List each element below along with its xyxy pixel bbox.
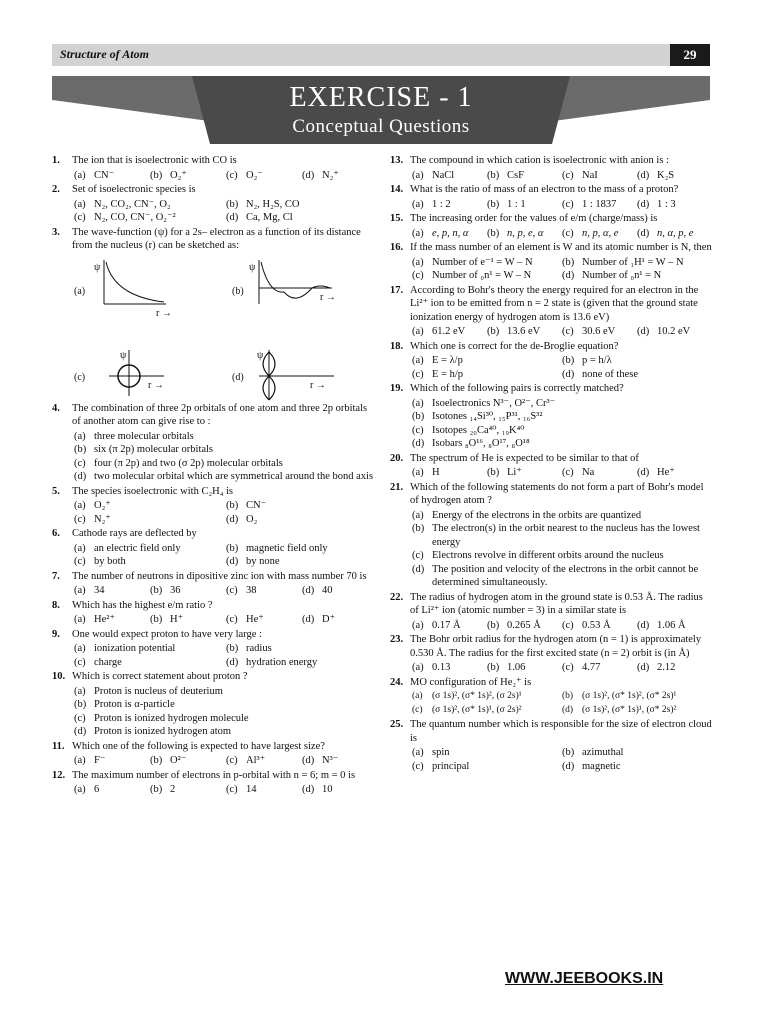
question-number: 16. (390, 242, 404, 253)
options-24 (390, 690, 712, 717)
option-d: (d) He⁺ (637, 467, 675, 478)
option-c: (c) NaI (562, 169, 598, 181)
option-a: (a) an electric field only (74, 542, 181, 554)
options-12 (52, 783, 378, 797)
question-text: MO configuration of He₂⁺ is (410, 676, 532, 688)
question-text: The Bohr orbit radius for the hydrogen atom (n = 1) is approximately 0.530 Å. The radius for the first excited state (n = 2) orbit is (in Å) (410, 634, 702, 659)
option-b: (b) magnetic field only (226, 542, 328, 554)
question-text: The ion that is isoelectronic with CO is (72, 155, 237, 166)
option-a: (a) O₂⁺ (74, 500, 111, 511)
option-a: (a) three molecular orbitals (74, 430, 194, 442)
graph-b-label: (b) (232, 285, 244, 297)
option-d: (d) 40 (302, 585, 333, 596)
exercise-title: EXERCISE - 1 (289, 82, 473, 113)
question-number: 12. (52, 769, 66, 781)
option-b: (b) CN⁻ (226, 500, 267, 511)
option-a: (a) (σ 1s)², (σ* 1s)², (σ 2s)¹ (412, 691, 522, 701)
options-18 (390, 354, 712, 381)
question-15 (390, 212, 712, 226)
option-c: (c) Al³⁺ (226, 755, 266, 766)
options-14 (390, 198, 712, 212)
exercise-banner (52, 76, 710, 144)
options-25 (390, 746, 712, 773)
options-17 (390, 325, 712, 339)
option-d: (d) hydration energy (226, 656, 318, 668)
psi-label: ψ (257, 349, 264, 361)
option-d: (d) Isobars ₈O¹⁶, ₈O¹⁷, ₈O¹⁸ (412, 438, 530, 449)
question-text: Which one of the following is expected to have largest size? (72, 740, 325, 752)
option-c: (c) 0.53 Å (562, 619, 611, 631)
question-number: 7. (52, 570, 60, 582)
question-text: Cathode rays are deflected by (72, 528, 197, 539)
question-22 (390, 591, 712, 618)
question-number: 9. (52, 628, 60, 640)
option-d: (d) 10 (302, 784, 333, 795)
question-23 (390, 633, 712, 660)
question-25 (390, 718, 712, 745)
options-16 (390, 256, 712, 283)
question-6 (52, 527, 378, 541)
option-b: (b) 1.06 (487, 662, 526, 673)
option-d: (d) n, α, p, e (637, 227, 694, 239)
option-d: (d) N₂⁺ (302, 169, 339, 181)
option-a: (a) Isoelectronics N³⁻, O²⁻, Cr³⁻ (412, 397, 556, 409)
option-b: (b) CsF (487, 169, 524, 181)
option-b: (b) H⁺ (150, 614, 184, 625)
question-20 (390, 452, 712, 466)
question-number: 25. (390, 719, 404, 730)
question-9 (52, 628, 378, 642)
question-7 (52, 570, 378, 584)
question-14 (390, 183, 712, 197)
option-d: (d) N³⁻ (302, 755, 339, 766)
option-b: (b) Proton is α-particle (74, 699, 175, 710)
page-number: 29 (670, 44, 710, 66)
options-11 (52, 754, 378, 768)
options-13 (390, 169, 712, 183)
question-1 (52, 154, 378, 168)
option-a: (a) 34 (74, 585, 105, 596)
option-a: (a) E = λ/p (412, 355, 463, 366)
question-text: The compound in which cation is isoelectronic with anion is : (410, 155, 669, 166)
option-a: (a) 6 (74, 784, 100, 795)
option-a: (a) Proton is nucleus of deuterium (74, 685, 223, 697)
option-b: (b) Li⁺ (487, 467, 522, 478)
option-d: (d) 1.06 Å (637, 619, 686, 631)
r-label: r → (148, 379, 164, 391)
options-22 (390, 619, 712, 633)
option-c: (c) four (π 2p) and two (σ 2p) molecular orbitals (74, 457, 283, 469)
chapter-title: Structure of Atom (60, 47, 149, 61)
option-c: (c) 4.77 (562, 662, 601, 673)
question-11 (52, 740, 378, 754)
question-number: 14. (390, 184, 404, 195)
option-a: (a) ionization potential (74, 643, 176, 654)
option-b: (b) 1 : 1 (487, 198, 526, 210)
option-d: (d) 10.2 eV (637, 326, 691, 337)
question-19 (390, 382, 712, 396)
question-text: The spectrum of He is expected to be similar to that of (410, 452, 639, 464)
question-number: 1. (52, 155, 60, 166)
question-number: 3. (52, 226, 60, 238)
option-c: (c) Electrons revolve in different orbits around the nucleus (412, 550, 664, 561)
options-6 (52, 542, 378, 569)
options-4 (52, 430, 378, 484)
question-number: 17. (390, 284, 404, 296)
option-b: (b) n, p, e, α (487, 227, 544, 239)
question-number: 2. (52, 184, 60, 195)
wavefunction-graphs (74, 254, 378, 402)
option-c: (c) N₂, CO, CN⁻, O₂⁻² (74, 212, 176, 223)
question-text: The wave-function (ψ) for a 2s– electron as a function of its distance from the nucleus (r) can be sketched as: (72, 226, 361, 251)
option-c: (c) 14 (226, 784, 257, 795)
options-5 (52, 499, 378, 526)
question-text: The number of neutrons in dipositive zinc ion with mass number 70 is (72, 570, 367, 582)
question-12 (52, 769, 378, 783)
option-c: (c) Proton is ionized hydrogen molecule (74, 712, 249, 724)
options-23 (390, 661, 712, 675)
option-c: (c) He⁺ (226, 614, 264, 625)
r-label: r → (320, 291, 336, 303)
graph-c-label: (c) (74, 371, 86, 383)
graph-a-label: (a) (74, 285, 86, 297)
option-a: (a) CN⁻ (74, 169, 115, 181)
option-a: (a) Number of e⁻¹ = W – N (412, 256, 533, 268)
option-a: (a) e, p, n, α (412, 227, 469, 239)
question-text: Which has the highest e/m ratio ? (72, 599, 213, 611)
option-b: (b) (σ 1s)², (σ* 1s)², (σ* 2s)¹ (562, 691, 677, 701)
question-number: 8. (52, 599, 60, 611)
question-10 (52, 670, 378, 684)
option-a: (a) spin (412, 747, 450, 758)
question-16 (390, 241, 712, 255)
question-text: Which of the following pairs is correctly matched? (410, 383, 624, 394)
option-c: (c) n, p, α, e (562, 227, 619, 239)
question-number: 18. (390, 340, 404, 352)
option-c: (c) charge (74, 656, 122, 668)
options-21 (390, 509, 712, 590)
option-a: (a) Energy of the electrons in the orbits are quantized (412, 509, 642, 521)
option-c: (c) E = h/p (412, 368, 464, 380)
options-1 (52, 169, 378, 183)
options-2 (52, 198, 378, 225)
left-column (52, 154, 378, 798)
psi-label: ψ (249, 261, 256, 273)
question-text: The species isoelectronic with C₂H₄ is (72, 485, 233, 497)
question-text: The quantum number which is responsible for the size of electron cloud is (410, 719, 712, 744)
question-text: The maximum number of electrons in p-orbital with n = 6; m = 0 is (72, 769, 356, 781)
graph-d-label: (d) (232, 371, 244, 383)
option-b: (b) 0.265 Å (487, 619, 541, 631)
question-3 (52, 226, 378, 253)
question-number: 21. (390, 481, 404, 493)
question-text: The increasing order for the values of e/m (charge/mass) is (410, 213, 658, 224)
option-b: (b) 13.6 eV (487, 326, 541, 337)
question-number: 4. (52, 402, 60, 414)
option-a: (a) H (412, 467, 440, 478)
question-text: The radius of hydrogen atom in the ground state is 0.53 Å. The radius of Li²⁺ ion (atomic number = 3) in a similar state is (410, 591, 703, 616)
option-b: (b) Isotones ₁₄Si³⁰, ₁₅P³¹, ₁₆S³² (412, 411, 543, 422)
question-text: The combination of three 2p orbitals of one atom and three 2p orbitals of another atom can give rise to : (72, 402, 368, 427)
options-10 (52, 685, 378, 739)
option-c: (c) (σ 1s)², (σ* 1s)¹, (σ 2s)² (412, 704, 522, 715)
option-a: (a) F⁻ (74, 755, 106, 766)
question-5 (52, 485, 378, 499)
option-b: (b) azimuthal (562, 747, 624, 758)
option-c: (c) N₂⁺ (74, 513, 111, 525)
option-b: (b) 2 (150, 784, 176, 795)
option-d: (d) magnetic (562, 760, 621, 772)
question-number: 20. (390, 452, 404, 464)
right-column (390, 154, 712, 774)
option-a: (a) 1 : 2 (412, 198, 451, 210)
options-9 (52, 642, 378, 669)
option-c: (c) by both (74, 556, 126, 567)
psi-label: ψ (120, 349, 127, 361)
option-c: (c) 38 (226, 585, 257, 596)
option-a: (a) 0.17 Å (412, 619, 461, 631)
psi-label: ψ (94, 261, 101, 273)
question-text: Set of isoelectronic species is (72, 184, 196, 195)
option-c: (c) principal (412, 760, 470, 772)
option-c: (c) Isotopes ₂₀Ca⁴⁰, ₁₉K⁴⁰ (412, 424, 525, 436)
option-b: (b) six (π 2p) molecular orbitals (74, 444, 214, 455)
option-b: (b) 36 (150, 585, 181, 596)
option-b: (b) N₂, H₂S, CO (226, 198, 300, 210)
question-number: 10. (52, 671, 66, 682)
option-d: (d) none of these (562, 368, 638, 380)
option-b: (b) The electron(s) in the orbit nearest to the nucleus has the lowest energy (412, 523, 700, 548)
option-d: (d) (σ 1s)², (σ* 1s)¹, (σ* 2s)² (562, 704, 677, 715)
question-number: 19. (390, 383, 404, 394)
question-number: 13. (390, 155, 404, 166)
option-b: (b) radius (226, 643, 272, 654)
option-d: (d) two molecular orbital which are symmetrical around the bond axis (74, 471, 374, 482)
r-label: r → (310, 379, 326, 391)
question-4 (52, 402, 378, 429)
option-d: (d) Ca, Mg, Cl (226, 212, 293, 223)
running-header (52, 44, 710, 66)
question-13 (390, 154, 712, 168)
options-8 (52, 613, 378, 627)
option-c: (c) 30.6 eV (562, 326, 616, 337)
option-d: (d) 1 : 3 (637, 198, 676, 210)
question-17 (390, 284, 712, 325)
question-8 (52, 599, 378, 613)
r-label: r → (156, 307, 172, 319)
option-c: (c) Na (562, 467, 595, 478)
option-d: (d) 2.12 (637, 662, 676, 673)
option-d: (d) Proton is ionized hydrogen atom (74, 726, 232, 737)
option-d: (d) O₂ (226, 513, 258, 525)
question-number: 22. (390, 591, 404, 603)
option-b: (b) Number of ₁H¹ = W – N (562, 256, 684, 268)
website-link[interactable]: WWW.JEEBOOKS.IN (505, 970, 664, 987)
question-number: 5. (52, 485, 60, 497)
option-c: (c) O₂⁻ (226, 169, 263, 181)
option-d: (d) The position and velocity of the electrons in the orbit cannot be determined simultaneously. (412, 563, 699, 588)
exercise-subtitle: Conceptual Questions (292, 116, 470, 137)
option-d: (d) by none (226, 556, 280, 567)
option-d: (d) K₂S (637, 169, 675, 181)
option-a: (a) He²⁺ (74, 614, 115, 625)
question-text: Which one is correct for the de-Broglie equation? (410, 340, 619, 352)
question-text: Which of the following statements do not form a part of Bohr's model of hydrogen atom ? (410, 481, 704, 506)
options-7 (52, 584, 378, 598)
option-a: (a) N₂, CO₂, CN⁻, O₂ (74, 198, 171, 210)
question-number: 24. (390, 676, 404, 688)
question-2 (52, 183, 378, 197)
question-number: 15. (390, 213, 404, 224)
question-text: If the mass number of an element is W and its atomic number is N, then (410, 242, 712, 253)
question-18 (390, 340, 712, 354)
option-c: (c) Number of ₀n¹ = W – N (412, 270, 532, 281)
graph-sketches (74, 254, 374, 402)
option-b: (b) p = h/λ (562, 355, 612, 366)
option-a: (a) 0.13 (412, 662, 451, 673)
option-c: (c) 1 : 1837 (562, 198, 617, 210)
question-21 (390, 481, 712, 508)
options-20 (390, 466, 712, 480)
option-a: (a) NaCl (412, 169, 455, 181)
option-d: (d) D⁺ (302, 614, 336, 625)
option-a: (a) 61.2 eV (412, 326, 466, 337)
question-number: 6. (52, 528, 60, 539)
option-b: (b) O²⁻ (150, 755, 187, 766)
options-15 (390, 227, 712, 241)
question-text: According to Bohr's theory the energy required for an electron in the Li²⁺ ion to be emitted from n = 2 state is (given that the ground state ionization energy of hydrogen atom is 13.6 eV) (410, 284, 699, 323)
option-b: (b) O₂⁺ (150, 169, 187, 181)
question-text: What is the ratio of mass of an electron to the mass of a proton? (410, 184, 679, 195)
question-text: Which is correct statement about proton ? (72, 671, 248, 682)
question-number: 23. (390, 634, 404, 645)
option-d: (d) Number of ₀n¹ = N (562, 270, 662, 281)
question-number: 11. (52, 740, 65, 752)
question-24 (390, 676, 712, 690)
question-text: One would expect proton to have very large : (72, 628, 262, 640)
options-19 (390, 397, 712, 451)
